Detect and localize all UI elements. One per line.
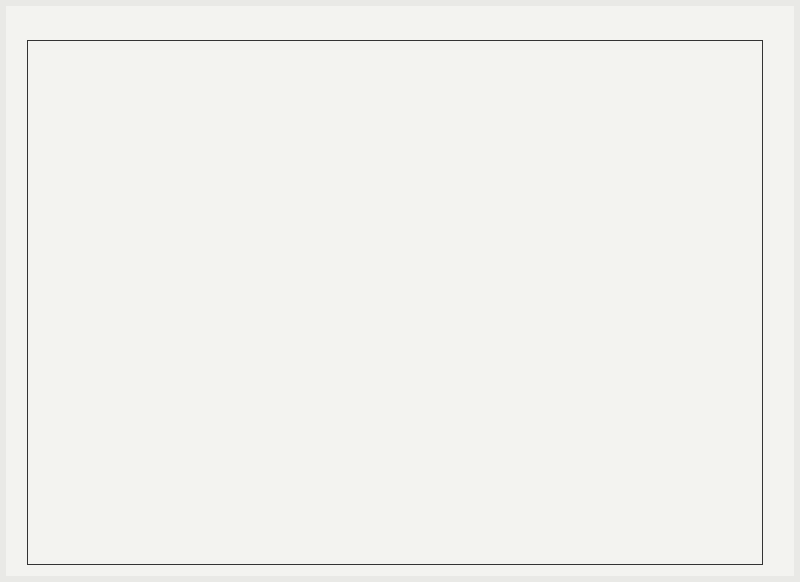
table-frame bbox=[27, 40, 763, 565]
